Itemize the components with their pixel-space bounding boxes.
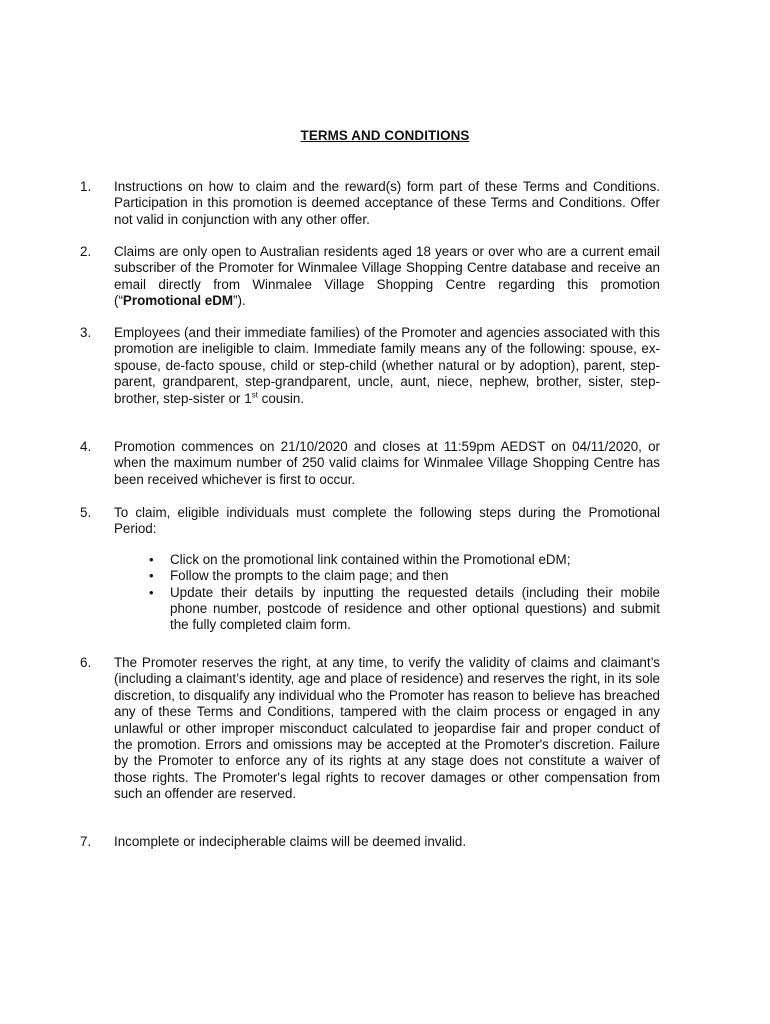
clause-6	[80, 655, 660, 803]
clause-paragraph: The Promoter reserves the right, at any time, to verify the validity of claims and claimant’s (including a claimant’s identity, age and place of residence) and reserves the right, in its sole discretion, to disqualify any individual who the Promoter has reason to believe has breached any of these Terms and Conditions, tampered with the claim process or engaged in any unlawful or other improper misconduct calculated to jeopardise fair and proper conduct of the promotion. Errors and omissions may be accepted at the Promoter's discretion. Failure by the Promoter to enforce any of its rights at any stage does not constitute a waiver of those rights. The Promoter's legal rights to recover damages or other compensation from such an offender are reserved.	[114, 655, 660, 802]
clause-1	[80, 179, 660, 228]
clause-number: 7.	[80, 834, 92, 849]
defined-term: Promotional eDM	[122, 293, 234, 309]
clause-text	[114, 834, 660, 850]
list-item-text: Follow the prompts to the claim page; and then	[170, 568, 449, 584]
clause-2	[80, 244, 660, 310]
clause-5	[80, 505, 660, 634]
clause-text-part: Claims are only open to Australian residents aged 18 years or over who are a current email subscriber of the Promoter for Winmalee Village Shopping Centre database and receive an email directly from Winmalee Village Shopping Centre regarding this promotion (“	[114, 244, 660, 309]
clause-text-part: cousin.	[257, 390, 305, 406]
clause-number: 2.	[80, 244, 92, 259]
document-title: TERMS AND CONDITIONS	[300, 128, 470, 143]
clause-paragraph	[114, 244, 660, 310]
clause-number: 6.	[80, 655, 92, 670]
list-item	[149, 568, 660, 584]
clause-text	[114, 244, 660, 310]
superscript: st	[251, 390, 258, 400]
clause-number: 1.	[80, 179, 92, 194]
clause-number: 4.	[80, 439, 92, 454]
bullet-icon: •	[149, 551, 154, 567]
clause-text	[114, 179, 660, 228]
clause-paragraph: Instructions on how to claim and the reward(s) form part of these Terms and Conditions. Participation in this promotion is deemed acceptance of these Terms and Conditions. Offer not valid in conjunction with any other offer.	[114, 179, 660, 227]
clause-paragraph	[114, 325, 660, 407]
clause-number: 5.	[80, 505, 92, 520]
clause-paragraph: Promotion commences on 21/10/2020 and closes at 11:59pm AEDST on 04/11/2020, or when the maximum number of 250 valid claims for Winmalee Village Shopping Centre has been received whichever is first to occur.	[114, 439, 660, 487]
clause-text	[114, 439, 660, 488]
clause-text	[114, 655, 660, 803]
clause-text-part: Employees (and their immediate families) of the Promoter and agencies associated with this promotion are ineligible to claim. Immediate family means any of the following: spouse, ex-spouse, de-facto spouse, child or step-child (whether natural or by adoption), parent, step-parent, grandparent, step-grandparent, uncle, aunt, niece, nephew, brother, sister, step-brother, step-sister or 1	[114, 325, 660, 406]
list-item-text: Click on the promotional link contained within the Promotional eDM;	[170, 551, 571, 567]
steps-list	[80, 552, 660, 634]
clause-text	[114, 505, 660, 538]
list-item-text: Update their details by inputting the requested details (including their mobile phone number, postcode of residence and other optional questions) and submit the fully completed claim form.	[170, 584, 660, 633]
bullet-icon: •	[149, 568, 154, 584]
list-item	[149, 551, 660, 568]
clause-4	[80, 439, 660, 488]
clause-paragraph: Incomplete or indecipherable claims will be deemed invalid.	[114, 834, 467, 849]
clause-text	[114, 325, 660, 407]
bullet-icon: •	[149, 584, 154, 600]
clause-paragraph: To claim, eligible individuals must complete the following steps during the Promotional Period:	[114, 505, 660, 537]
clause-text-part: ”).	[233, 293, 246, 309]
clause-7	[80, 834, 660, 850]
clause-3	[80, 325, 660, 407]
clause-number: 3.	[80, 325, 92, 340]
list-item	[149, 584, 660, 634]
